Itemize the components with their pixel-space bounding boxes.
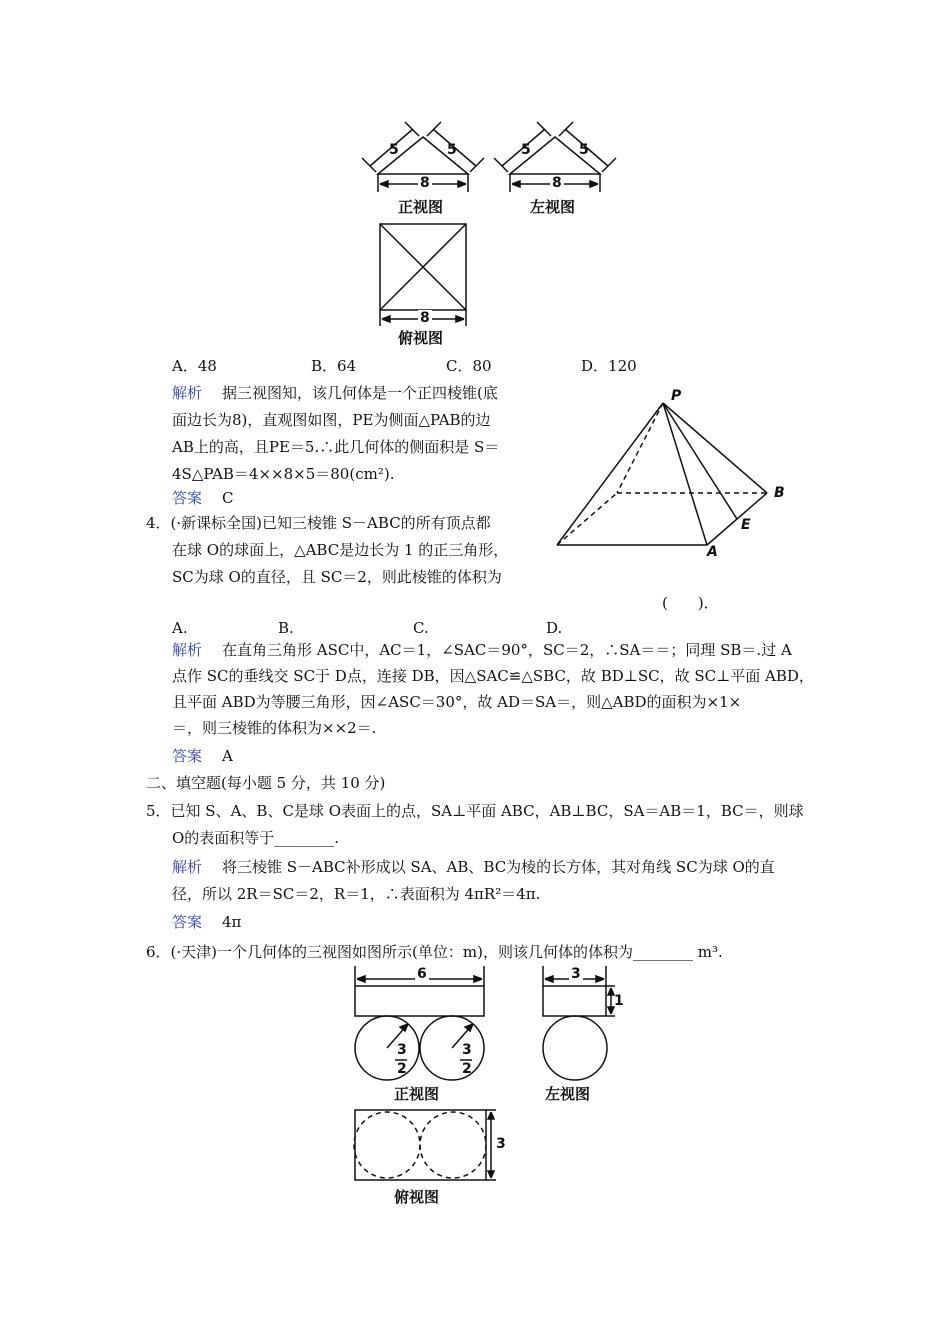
fig2-dim-1: 1	[614, 993, 624, 1009]
section-2-heading: 二、填空题(每小题 5 分，共 10 分)	[146, 774, 386, 792]
pyramid-label-e: E	[741, 517, 751, 533]
fig2-frac-num-left: 3	[397, 1042, 407, 1058]
q5-answer-tag: 答案	[172, 913, 203, 931]
fig2-frac-den-right: 2	[462, 1061, 472, 1077]
q3-analysis-tag: 解析	[172, 384, 203, 402]
q5-answer: 4π	[222, 913, 242, 931]
q4-option-d: D.	[546, 619, 563, 637]
q4-analysis-line-3: 且平面 ABD为等腰三角形，因∠ASC＝30°，故 AD＝SA＝，则△ABD的面积为×1×	[172, 693, 742, 711]
fig1-dim-5-side-right: 5	[579, 142, 589, 158]
fig1-dim-8-front: 8	[420, 175, 430, 191]
q4-analysis-line-2: 点作 SC的垂线交 SC于 D点，连接 DB，因△SAC≌△SBC，故 BD⊥SC，故 SC⊥平面 ABD，	[172, 667, 814, 685]
fig2-top-caption: 俯视图	[394, 1188, 440, 1206]
q4-analysis-line-4: ＝，则三棱锥的体积为××2＝.	[172, 719, 377, 737]
fig2-front-caption: 正视图	[394, 1085, 440, 1103]
fig1-side-caption: 左视图	[530, 198, 576, 216]
pyramid-label-p: P	[671, 388, 682, 404]
q4-paren: ( )．	[662, 594, 719, 612]
q4-stem-line-1: 4．(·新课标全国)已知三棱锥 S－ABC的所有顶点都	[146, 514, 491, 532]
q5-stem-line-1: 5．已知 S、A、B、C是球 O表面上的点，SA⊥平面 ABC，AB⊥BC，SA＝AB＝1，BC＝，则球	[146, 802, 804, 820]
fig1-dim-5-left: 5	[389, 142, 399, 158]
q3-analysis-line-4: 4S△PAB＝4××8×5＝80(cm²).	[172, 465, 395, 483]
fig2-dim-3-side: 3	[571, 966, 581, 982]
q4-stem-line-3: SC为球 O的直径，且 SC＝2，则此棱锥的体积为	[172, 568, 502, 586]
q5-analysis-tag: 解析	[172, 858, 203, 876]
fig1-dim-8-side: 8	[552, 175, 562, 191]
q6-stem: 6．(·天津)一个几何体的三视图如图所示(单位：m)，则该几何体的体积为________ m³.	[146, 943, 723, 961]
q3-analysis-line-1: 据三视图知，该几何体是一个正四棱锥(底	[222, 384, 498, 402]
q5-analysis-line-1: 将三棱锥 S－ABC补形成以 SA、AB、BC为棱的长方体，其对角线 SC为球 O的直	[222, 858, 775, 876]
fig1-dim-8-top: 8	[420, 310, 430, 326]
q4-option-c: C.	[413, 619, 429, 637]
q4-answer: A	[222, 747, 233, 765]
fig2-frac-num-right: 3	[462, 1042, 472, 1058]
q5-stem-line-2: O的表面积等于________.	[172, 829, 340, 847]
q3-option-d: D．120	[581, 357, 637, 375]
q4-option-a: A.	[172, 619, 188, 637]
q5-analysis-line-2: 径，所以 2R＝SC＝2，R＝1，∴表面积为 4πR²＝4π.	[172, 885, 541, 903]
fig2-side-caption: 左视图	[545, 1085, 591, 1103]
q4-analysis-line-1: 在直角三角形 ASC中，AC＝1，∠SAC＝90°，SC＝2，∴SA＝＝；同理 SB＝.过 A	[222, 641, 792, 659]
fig1-top-caption: 俯视图	[398, 329, 444, 347]
q4-answer-tag: 答案	[172, 747, 203, 765]
q3-option-b: B．64	[311, 357, 357, 375]
q4-option-b: B.	[278, 619, 294, 637]
q3-option-a: A．48	[172, 357, 217, 375]
fig1-front-caption: 正视图	[398, 198, 444, 216]
q3-analysis-line-3: AB上的高，且PE＝5.∴此几何体的侧面积是 S＝	[172, 438, 500, 456]
pyramid-label-a: A	[707, 544, 718, 560]
fig1-dim-5-side-left: 5	[521, 142, 531, 158]
fig2-dim-3-top: 3	[496, 1136, 506, 1152]
pyramid-label-b: B	[774, 485, 785, 501]
q3-analysis-line-2: 面边长为8)，直观图如图，PE为侧面△PAB的边	[172, 411, 491, 429]
fig1-dim-5-right: 5	[447, 142, 457, 158]
q3-answer-tag: 答案	[172, 489, 203, 507]
q4-analysis-tag: 解析	[172, 641, 203, 659]
q3-answer: C	[222, 489, 234, 507]
fig2-frac-den-left: 2	[397, 1061, 407, 1077]
fig2-dim-6: 6	[417, 966, 427, 982]
q4-stem-line-2: 在球 O的球面上，△ABC是边长为 1 的正三角形，	[172, 541, 509, 559]
q3-option-c: C．80	[446, 357, 492, 375]
